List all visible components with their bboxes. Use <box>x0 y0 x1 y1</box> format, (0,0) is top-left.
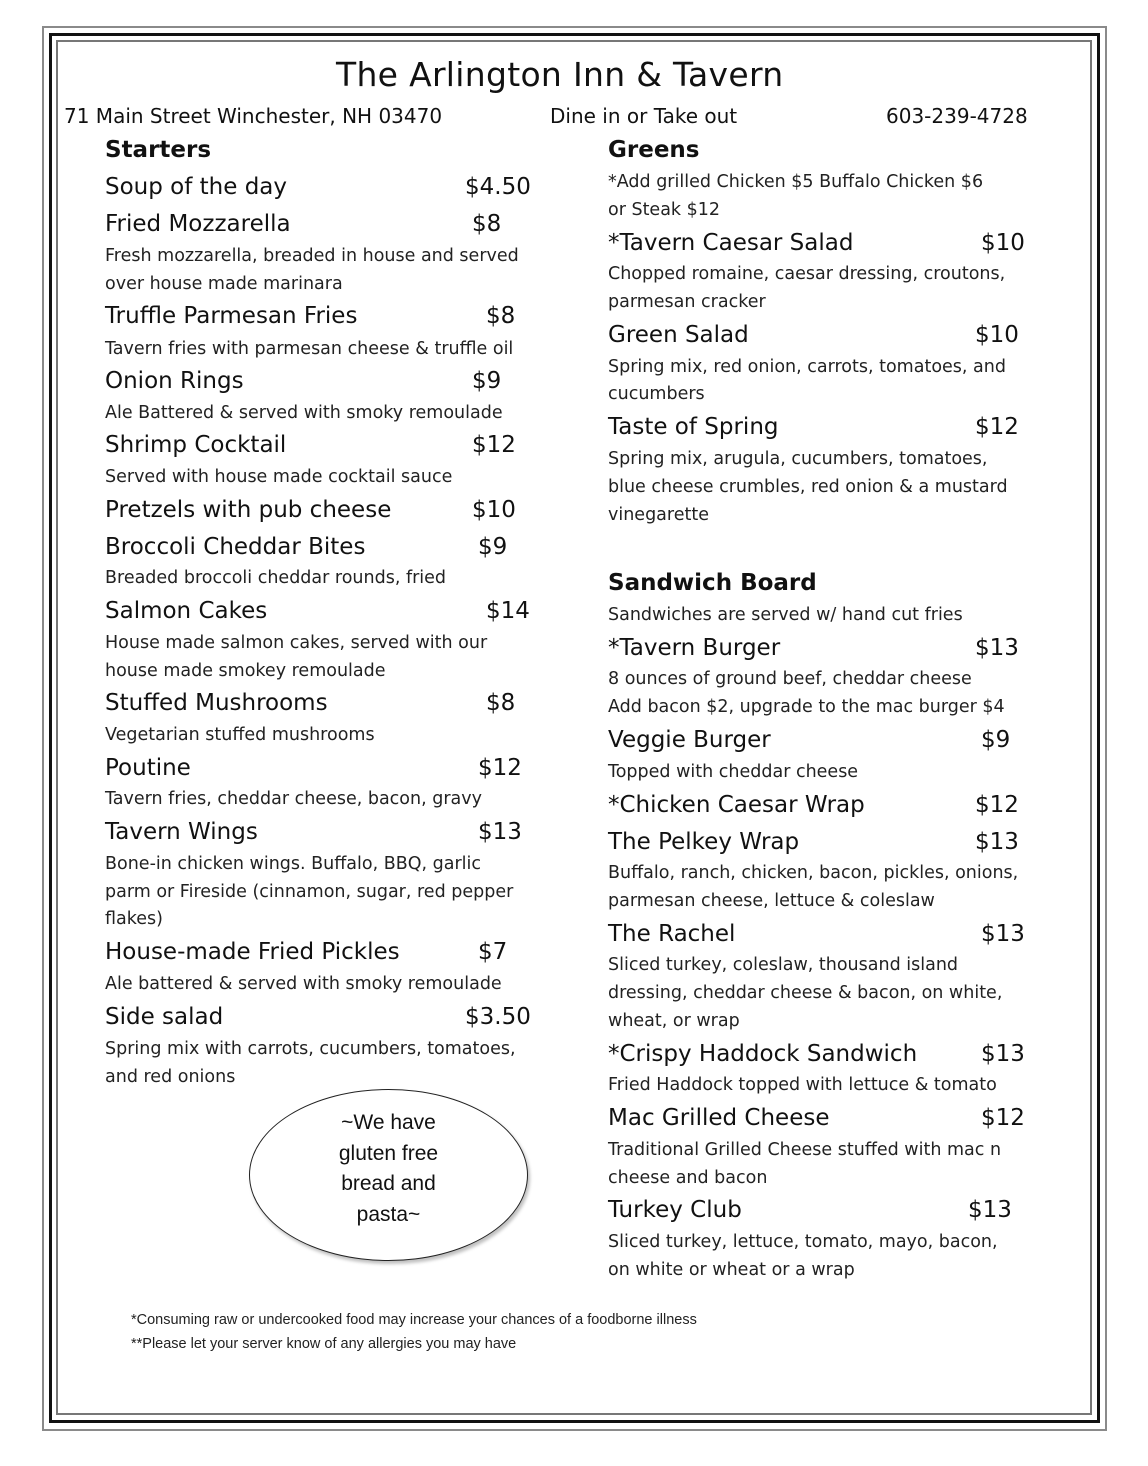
item-name: The Rachel <box>608 921 736 947</box>
item-price: $13 <box>981 1041 1025 1067</box>
item-description: flakes) <box>105 909 163 929</box>
item-description: Fried Haddock topped with lettuce & tomato <box>608 1075 997 1095</box>
item-description: on white or wheat or a wrap <box>608 1260 855 1280</box>
item-description: Bone-in chicken wings. Buffalo, BBQ, garlic <box>105 854 482 874</box>
item-price: $9 <box>981 727 1011 753</box>
callout-line: pasta~ <box>356 1202 421 1226</box>
item-name: Salmon Cakes <box>105 598 268 624</box>
item-price: $9 <box>472 368 502 394</box>
item-name: Side salad <box>105 1004 224 1030</box>
item-name: Soup of the day <box>105 174 288 200</box>
item-price: $8 <box>486 303 516 329</box>
item-name: The Pelkey Wrap <box>608 829 800 855</box>
item-name: *Tavern Burger <box>608 635 781 661</box>
item-description: cucumbers <box>608 384 705 404</box>
item-name: Green Salad <box>608 322 749 348</box>
item-price: $4.50 <box>465 174 531 200</box>
item-description: Spring mix with carrots, cucumbers, tomatoes, <box>105 1039 516 1059</box>
item-description: Served with house made cocktail sauce <box>105 467 453 487</box>
footer-raw-food-warning: *Consuming raw or undercooked food may increase your chances of a foodborne illness <box>131 1312 697 1328</box>
item-description: house made smokey remoulade <box>105 661 386 681</box>
item-price: $13 <box>975 635 1019 661</box>
item-description: Topped with cheddar cheese <box>608 762 859 782</box>
footer-allergy-note: **Please let your server know of any allergies you may have <box>131 1336 517 1352</box>
item-name: Turkey Club <box>608 1197 742 1223</box>
item-price: $13 <box>968 1197 1012 1223</box>
item-description: Spring mix, arugula, cucumbers, tomatoes, <box>608 449 988 469</box>
item-description: 8 ounces of ground beef, cheddar cheese <box>608 669 972 689</box>
item-description: over house made marinara <box>105 274 343 294</box>
item-description: Tavern fries, cheddar cheese, bacon, gravy <box>105 789 482 809</box>
sandwich-fries-note: Sandwiches are served w/ hand cut fries <box>608 605 963 625</box>
section-heading-greens: Greens <box>608 137 700 163</box>
item-name: *Tavern Caesar Salad <box>608 230 854 256</box>
greens-add-protein-note: or Steak $12 <box>608 200 721 220</box>
item-description: dressing, cheddar cheese & bacon, on white, <box>608 983 1003 1003</box>
item-price: $8 <box>472 211 502 237</box>
item-name: Shrimp Cocktail <box>105 432 287 458</box>
item-description: wheat, or wrap <box>608 1011 740 1031</box>
item-name: Truffle Parmesan Fries <box>105 303 358 329</box>
item-description: Buffalo, ranch, chicken, bacon, pickles, onions, <box>608 863 1019 883</box>
item-description: Chopped romaine, caesar dressing, croutons, <box>608 264 1006 284</box>
item-description: Sliced turkey, coleslaw, thousand island <box>608 955 959 975</box>
gluten-free-callout <box>249 1108 528 1230</box>
item-description: Spring mix, red onion, carrots, tomatoes, and <box>608 357 1006 377</box>
item-name: Tavern Wings <box>105 819 258 845</box>
callout-line: bread and <box>341 1172 436 1195</box>
item-description: House made salmon cakes, served with our <box>105 633 488 653</box>
section-heading-starters: Starters <box>105 137 212 163</box>
item-description: Traditional Grilled Cheese stuffed with mac n <box>608 1140 1002 1160</box>
item-price: $9 <box>478 534 508 560</box>
item-name: *Chicken Caesar Wrap <box>608 792 865 818</box>
item-description: Ale Battered & served with smoky remoulade <box>105 403 503 423</box>
item-description: cheese and bacon <box>608 1168 768 1188</box>
item-name: Taste of Spring <box>608 414 779 440</box>
item-description: Ale battered & served with smoky remoulade <box>105 974 502 994</box>
item-name: Stuffed Mushrooms <box>105 690 328 716</box>
item-name: Veggie Burger <box>608 727 771 753</box>
item-description: Vegetarian stuffed mushrooms <box>105 725 375 745</box>
item-price: $13 <box>981 921 1025 947</box>
item-description: vinegarette <box>608 505 709 525</box>
item-description: Breaded broccoli cheddar rounds, fried <box>105 568 447 588</box>
callout-line: ~We have <box>341 1111 436 1134</box>
item-price: $13 <box>478 819 522 845</box>
item-price: $14 <box>486 598 530 624</box>
item-name: House-made Fried Pickles <box>105 939 400 965</box>
item-price: $10 <box>472 497 516 523</box>
item-name: Pretzels with pub cheese <box>105 497 392 523</box>
greens-add-protein-note: *Add grilled Chicken $5 Buffalo Chicken $6 <box>608 172 984 192</box>
item-price: $12 <box>975 414 1019 440</box>
item-price: $8 <box>486 690 516 716</box>
restaurant-title: The Arlington Inn & Tavern <box>336 55 784 94</box>
item-price: $13 <box>975 829 1019 855</box>
item-price: $12 <box>981 1105 1025 1131</box>
callout-line: gluten free <box>338 1141 439 1165</box>
item-price: $12 <box>472 432 516 458</box>
item-description: Add bacon $2, upgrade to the mac burger $4 <box>608 697 1005 717</box>
item-description: Sliced turkey, lettuce, tomato, mayo, bacon, <box>608 1232 998 1252</box>
item-name: Poutine <box>105 755 191 781</box>
address: 71 Main Street Winchester, NH 03470 <box>64 104 443 128</box>
item-description: parmesan cheese, lettuce & coleslaw <box>608 891 935 911</box>
phone-number: 603-239-4728 <box>886 104 1028 128</box>
item-name: Broccoli Cheddar Bites <box>105 534 366 560</box>
item-description: blue cheese crumbles, red onion & a mustard <box>608 477 1008 497</box>
item-name: *Crispy Haddock Sandwich <box>608 1041 918 1067</box>
item-description: Tavern fries with parmesan cheese & truffle oil <box>105 339 514 359</box>
item-description: parm or Fireside (cinnamon, sugar, red pepper <box>105 882 514 902</box>
item-price: $3.50 <box>465 1004 531 1030</box>
service-type: Dine in or Take out <box>550 104 738 128</box>
item-description: and red onions <box>105 1067 236 1087</box>
item-price: $10 <box>981 230 1025 256</box>
item-price: $12 <box>478 755 522 781</box>
item-name: Mac Grilled Cheese <box>608 1105 830 1131</box>
section-heading-sandwich-board: Sandwich Board <box>608 570 817 596</box>
item-description: parmesan cracker <box>608 292 766 312</box>
item-name: Fried Mozzarella <box>105 211 291 237</box>
item-name: Onion Rings <box>105 368 244 394</box>
item-description: Fresh mozzarella, breaded in house and served <box>105 246 519 266</box>
item-price: $12 <box>975 792 1019 818</box>
item-price: $7 <box>478 939 508 965</box>
item-price: $10 <box>975 322 1019 348</box>
